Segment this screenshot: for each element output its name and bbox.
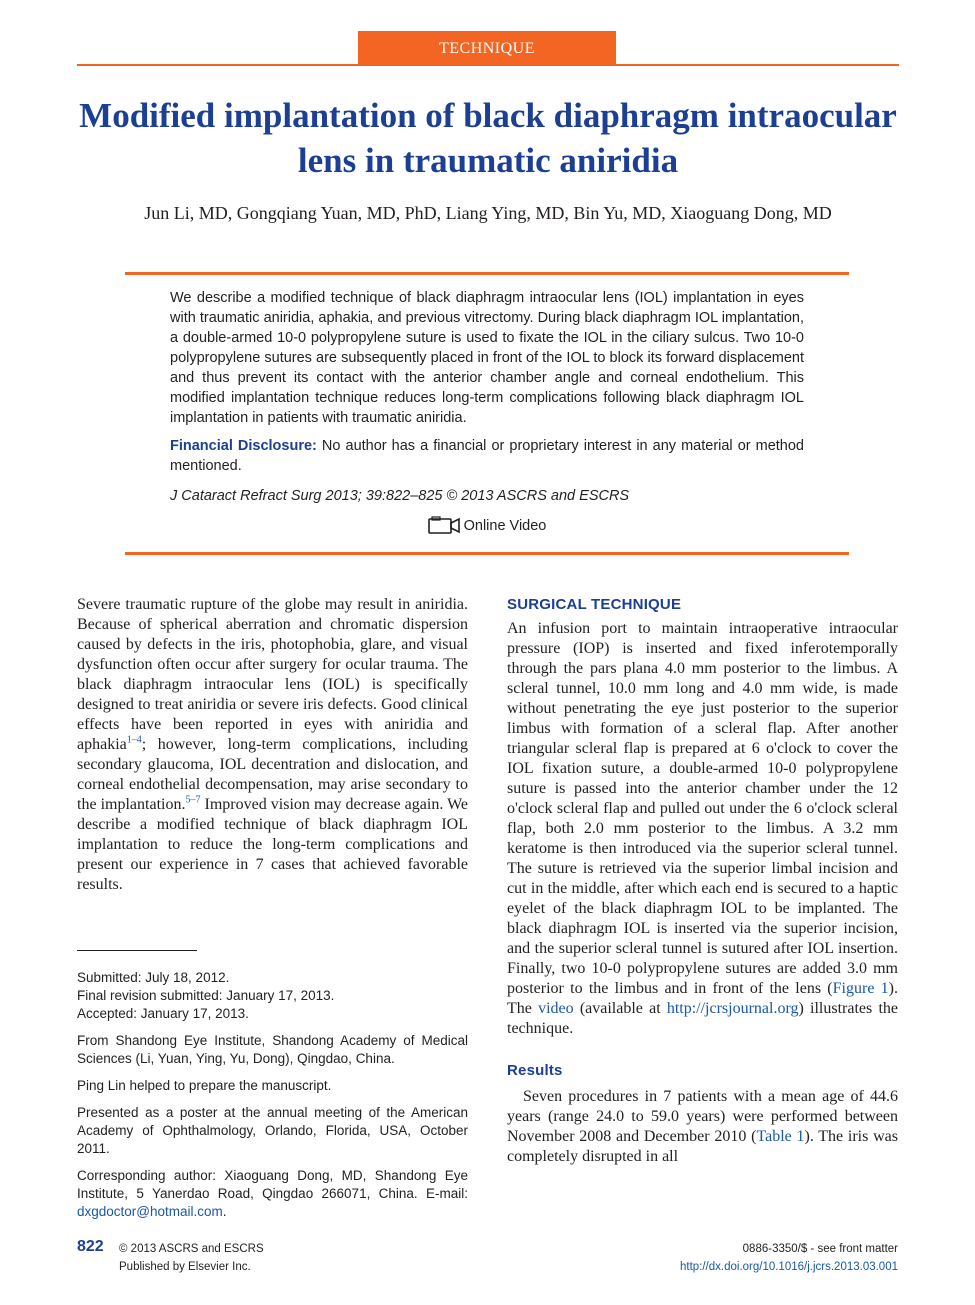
online-video-label: Online Video	[463, 518, 547, 534]
revised-date: Final revision submitted: January 17, 2013.	[77, 988, 335, 1003]
footer-publisher: Published by Elsevier Inc.	[119, 1261, 251, 1273]
surgical-technique-paragraph: An infusion port to maintain intraoperative intraocular pressure (IOP) is inserted and fixed inferotemporally through the pars plana 4.0 mm posterior to the limbus. A scleral tunnel, 10.0 mm long and 4.0 mm wide, is made without penetrating the eye just posterior to the superior limbus with formation of a scleral flap. After another triangular scleral flap is prepared at 6 o'clock to cover the IOL fixation suture, a double-armed 10-0 polypropylene suture is passed into the anterior chamber under the 12 o'clock scleral flap and pulled out under the 6 o'clock scleral flap, both 2.0 mm posterior to the limbus. A 3.2 mm keratome is then introduced via the superior scleral tunnel. The suture is retrieved via the superior limbal incision and cut in the middle, after which each end is secured to a haptic eyelet of the black diaphragm IOL to be implanted. The black diaphragm IOL is inserted via the superior incision, and the superior scleral tunnel is sutured after IOL insertion. Finally, two 10-0 polypropylene sutures are added 3.0 mm posterior to the limbus and in front of the lens (Figure 1). The video (available at http://jcrsjournal.org) illustrates the technique.	[507, 620, 898, 1037]
journal-url-link[interactable]: http://jcrsjournal.org	[666, 1000, 799, 1017]
footer-copyright: © 2013 ASCRS and ESCRS	[119, 1243, 264, 1255]
ref-link-1-4[interactable]: 1–4	[126, 734, 142, 746]
section-tag: TECHNIQUE	[358, 31, 616, 66]
doi-link[interactable]: http://dx.doi.org/10.1016/j.jcrs.2013.03.001	[679, 1261, 898, 1273]
abstract-bottom-rule	[125, 552, 849, 555]
article-notes	[77, 969, 468, 1230]
figure-1-link[interactable]: Figure 1	[832, 980, 889, 997]
financial-disclosure	[170, 436, 804, 476]
footnote-rule	[77, 950, 197, 951]
author-list: Jun Li, MD, Gongqiang Yuan, MD, PhD, Liang Ying, MD, Bin Yu, MD, Xiaoguang Dong, MD	[144, 203, 832, 223]
email-link[interactable]: dxgdoctor@hotmail.com	[77, 1204, 223, 1219]
ref-link-5-7[interactable]: 5–7	[185, 794, 201, 806]
dates-note	[77, 969, 468, 1023]
abstract-box	[170, 288, 804, 536]
corresponding-note: Corresponding author: Xiaoguang Dong, MD, Shandong Eye Institute, 5 Yanerdao Road, Qingdao 266071, China. E-mail: dxgdoctor@hotmail.com.	[77, 1168, 468, 1219]
surgical-technique-heading: SURGICAL TECHNIQUE	[507, 596, 682, 613]
video-camera-icon	[428, 516, 460, 534]
acknowledgment-note: Ping Lin helped to prepare the manuscript.	[77, 1078, 332, 1093]
abstract-top-rule	[125, 272, 849, 275]
intro-paragraph: Severe traumatic rupture of the globe may result in aniridia. Because of spherical aberration and chromatic dispersion caused by defects in the iris, photophobia, glare, and visual dysfunction often occur after surgery for ocular trauma. The black diaphragm intraocular lens (IOL) is specifically designed to treat aniridia or severe iris defects. Good clinical effects have been reported in eyes with aniridia and aphakia$^{1-4}$; however, long-term complications, including secondary glaucoma, IOL decentration and dislocation, and corneal endothelial decompensation, may arise secondary to the implantation.$^{5-7}$ Improved vision may decrease again. We describe a modified technique of black diaphragm IOL implantation to reduce the long-term complications and present our experience in 7 cases that achieved favorable results.	[77, 596, 469, 893]
video-link[interactable]: video	[538, 1000, 574, 1017]
results-paragraph: Seven procedures in 7 patients with a mean age of 44.6 years (range 24.0 to 59.0 years) were performed between November 2008 and December 2010 (Table 1). The iris was completely disrupted in all	[507, 1088, 898, 1165]
article-title: Modified implantation of black diaphragm intraocular lens in traumatic aniridia	[79, 96, 897, 180]
disclosure-label: Financial Disclosure:	[170, 438, 317, 454]
accepted-date: Accepted: January 17, 2013.	[77, 1006, 249, 1021]
right-column	[507, 595, 898, 1167]
left-column	[77, 595, 468, 895]
submitted-date: Submitted: July 18, 2012.	[77, 970, 230, 985]
results-heading: Results	[507, 1062, 563, 1079]
online-video-link[interactable]	[170, 516, 804, 536]
disclosure-text: No author has a financial or proprietary interest in any material or method mentioned.	[170, 438, 804, 474]
table-1-link[interactable]: Table 1	[756, 1128, 805, 1145]
page-number: 822	[77, 1238, 104, 1255]
abstract-text: We describe a modified technique of black diaphragm intraocular lens (IOL) implantation in eyes with traumatic aniridia, aphakia, and previous vitrectomy. During black diaphragm IOL implantation, a double-armed 10-0 polypropylene suture is used to fixate the IOL in the ciliary sulcus. Two 10-0 polypropylene sutures are subsequently placed in front of the IOL to block its forward displacement and thus prevent its contact with the anterior chamber angle and corneal endothelium. This modified implantation technique reduces long-term complications following black diaphragm IOL implantation in patients with traumatic aniridia.	[170, 290, 804, 426]
affiliation-note: From Shandong Eye Institute, Shandong Academy of Medical Sciences (Li, Yuan, Ying, Yu, Dong), Qingdao, China.	[77, 1033, 468, 1066]
header-rule	[77, 64, 899, 66]
presented-note: Presented as a poster at the annual meeting of the American Academy of Ophthalmology, Orlando, Florida, USA, October 2011.	[77, 1105, 468, 1156]
footer-issn: 0886-3350/$ - see front matter	[742, 1243, 898, 1255]
citation: J Cataract Refract Surg 2013; 39:822–825 © 2013 ASCRS and ESCRS	[170, 488, 630, 504]
